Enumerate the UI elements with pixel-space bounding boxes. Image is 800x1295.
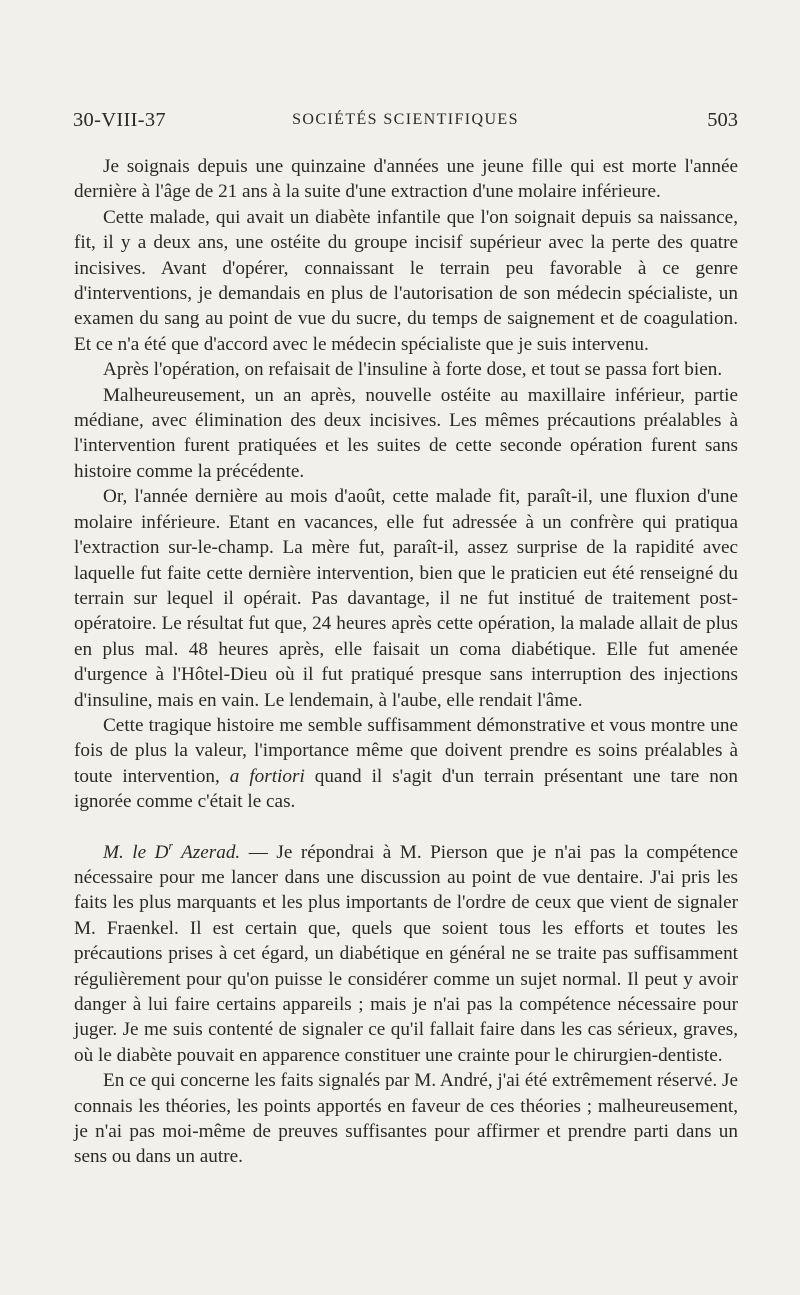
paragraph-4: Malheureusement, un an après, nouvelle ostéite au maxillaire inférieur, partie médiane, avec élimination des deux incisives. Les mêmes précautions préalables à l'intervention furent pratiquées et les suites de cette seconde opération furent sans histoire comme la précédente. [74, 384, 738, 482]
speaker-surname: Azerad. [181, 841, 241, 863]
header-section-title: SOCIÉTÉS SCIENTIFIQUES [292, 111, 519, 128]
reply-paragraph [74, 840, 738, 1069]
paragraph-6-text-before: Cette tragique histoire me semble suffisamment démonstrative et vous montre une fois de plus la valeur, l'importance même que doivent prendre es soins préalables à toute intervention, [74, 714, 738, 787]
paragraph-2: Cette malade, qui avait un diabète infantile que l'on soignait depuis sa naissance, fit, il y a deux ans, une ostéite du groupe incisif supérieur avec la perte des quatre incisives. Avant d'opérer, connaissant le terrain peu favorable à ce genre d'interventions, je demandais en plus de l'autorisation de son médecin spécialiste, un examen du sang au point de vue du sucre, du temps de saignement et de coagulation. Et ce n'a été que d'accord avec le médecin spécialiste que je suis intervenu. [74, 206, 738, 355]
header-date: 30-VIII-37 [73, 109, 166, 131]
speaker-title-superscript: r [168, 839, 173, 852]
paragraph-6 [74, 713, 738, 815]
running-header [73, 109, 738, 139]
latin-phrase: a fortiori [229, 765, 305, 787]
page-number: 503 [707, 109, 738, 131]
speaker-prefix: M. le D [103, 841, 169, 863]
paragraph-6-text-after: quand il s'agit d'un terrain présentant une tare non ignorée comme c'était le cas. [74, 765, 738, 813]
paragraph-3: Après l'opération, on refaisait de l'insuline à forte dose, et tout se passa fort bien. [103, 359, 723, 381]
article-body [74, 154, 738, 1170]
reply-text: Je répondrai à M. Pierson que je n'ai pas la compétence nécessaire pour me lancer dans une discussion au point de vue dentaire. J'ai pris les faits les plus marquants et les plus importants de l'ordre de ceux que vient de signaler M. Fraenkel. Il est certain que, quels que soient tous les efforts et toutes les précautions prises à cet égard, un diabétique en général ne se traite pas suffisamment régulièrement pour qu'on puisse le considérer comme un sujet normal. Il peut y avoir danger à lui faire certains appareils ; mais je n'ai pas la compétence nécessaire pour juger. Je me suis contenté de signaler ce qu'il fallait faire dans les cas sérieux, graves, où le diabète pouvait en apparence constituer une crainte pour le chirurgien-dentiste. [74, 841, 739, 1066]
paragraph-1: Je soignais depuis une quinzaine d'années une jeune fille qui est morte l'année dernière à l'âge de 21 ans à la suite d'une extraction d'une molaire inférieure. [74, 156, 738, 203]
reply-followup: En ce qui concerne les faits signalés par M. André, j'ai été extrêmement réservé. Je connais les théories, les points apportés en faveur de ces théories ; malheureusement, je n'ai pas moi-même de preuves suffisantes pour affirmer et prendre parti dans un sens ou dans un autre. [74, 1070, 738, 1168]
speaker-dash: — [240, 841, 277, 863]
paragraph-5: Or, l'année dernière au mois d'août, cette malade fit, paraît-il, une fluxion d'une molaire inférieure. Etant en vacances, elle fut adressée à un confrère qui pratiqua l'extraction sur-le-champ. La mère fut, paraît-il, assez surprise de la rapidité avec laquelle fut faite cette dernière intervention, bien que le praticien eut été renseigné du terrain sur lequel il opérait. Pas davantage, il ne fut institué de traitement post-opératoire. Le résultat fut que, 24 heures après cette opération, la malade allait de plus en plus mal. 48 heures après, elle faisait un coma diabétique. Elle fut amenée d'urgence à l'Hôtel-Dieu où il fut pratiqué presque sans interruption des injections d'insuline, mais en vain. Le lendemain, à l'aube, elle rendait l'âme. [74, 486, 738, 711]
speaker-name [103, 839, 241, 863]
